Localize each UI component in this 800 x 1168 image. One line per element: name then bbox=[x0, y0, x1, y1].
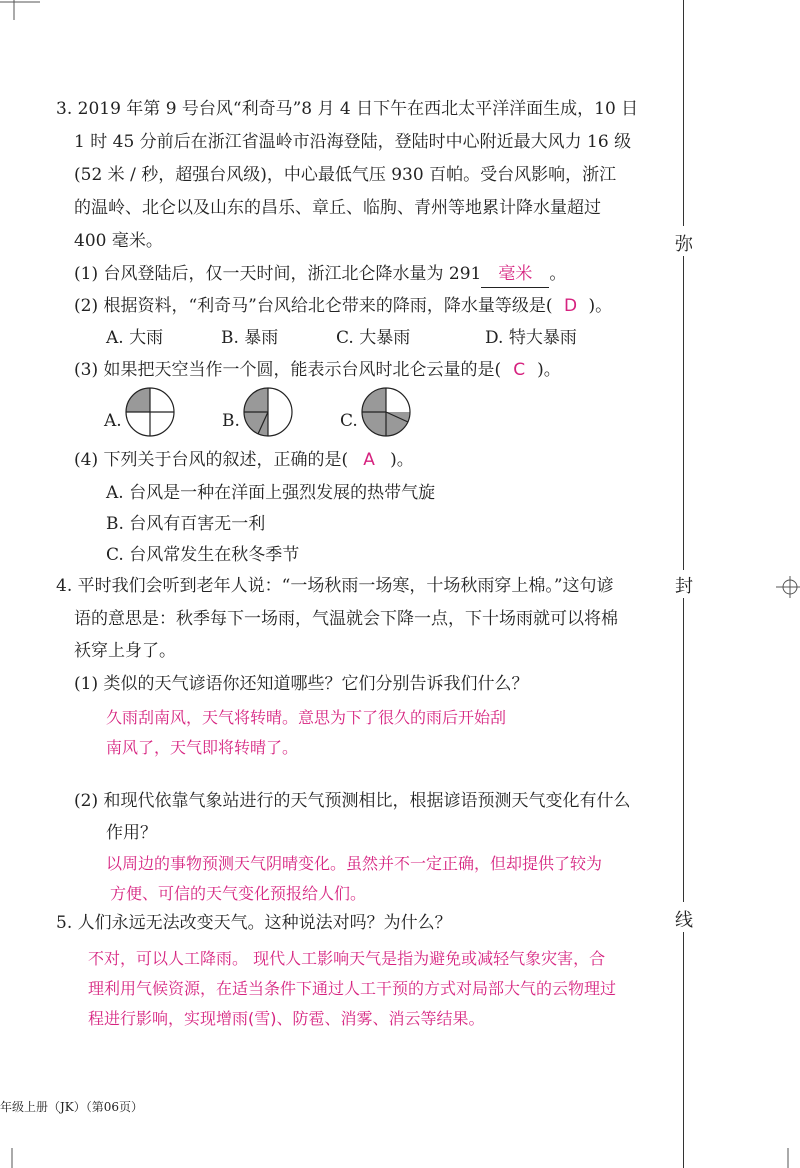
cloud-cover-circle-a bbox=[124, 386, 176, 438]
registration-mark-bottom-left bbox=[0, 1148, 30, 1168]
q4-sub2-line-1: (2) 和现代依靠气象站进行的天气预测相比，根据谚语预测天气变化有什么 bbox=[74, 791, 631, 811]
q3-sub3-end: )。 bbox=[537, 360, 561, 380]
q5-answer-line-3: 程进行影响，实现增雨(雪)、防雹、消雾、消云等结果。 bbox=[88, 1009, 485, 1028]
q3-sub4-text: (4) 下列关于台风的叙述，正确的是( bbox=[74, 450, 349, 470]
q3-line-5: 400 毫米。 bbox=[74, 231, 163, 251]
margin-char-xian: 线 bbox=[675, 910, 693, 931]
q3-sub2-answer[interactable]: D bbox=[563, 296, 578, 316]
cloud-cover-circle-c bbox=[360, 386, 412, 438]
q3-sub3-option-b-label: B. bbox=[222, 411, 240, 431]
q3-sub1-text: (1) 台风登陆后，仅一天时间，浙江北仑降水量为 291 bbox=[74, 264, 482, 284]
q3-sub3-answer[interactable]: C bbox=[513, 360, 526, 380]
page-footer: 年级上册（JK）（第06页） bbox=[0, 1100, 144, 1114]
registration-mark-top-left bbox=[0, 0, 40, 20]
q3-sub2-option-d: D. 特大暴雨 bbox=[485, 328, 577, 348]
q3-sub4-option-b: B. 台风有百害无一利 bbox=[106, 514, 266, 534]
margin-rule-middle-lower bbox=[683, 598, 684, 902]
q5-answer-line-2: 理利用气候资源，在适当条件下通过人工干预的方式对局部大气的云物理过 bbox=[88, 979, 617, 998]
q3-sub4-option-a: A. 台风是一种在洋面上强烈发展的热带气旋 bbox=[106, 483, 436, 503]
q3-sub4-answer[interactable]: A bbox=[363, 450, 375, 470]
margin-char-mi: 弥 bbox=[675, 234, 693, 255]
q5-answer-line-1: 不对，可以人工降雨。 现代人工影响天气是指为避免或减轻气象灾害，合 bbox=[88, 949, 606, 968]
q3-sub2-end: )。 bbox=[588, 296, 613, 316]
q3-line-3: (52 米 / 秒，超强台风级)，中心最低气压 930 百帕。受台风影响，浙江 bbox=[74, 165, 617, 185]
q3-sub2-option-a: A. 大雨 bbox=[106, 328, 164, 348]
q5-question: 5. 人们永远无法改变天气。这种说法对吗？为什么？ bbox=[56, 913, 452, 933]
registration-mark-right bbox=[770, 572, 800, 602]
q3-sub3-option-a-label: A. bbox=[104, 411, 122, 431]
margin-rule-top bbox=[683, 0, 684, 226]
q3-sub2 bbox=[74, 293, 612, 319]
q4-line-3: 袄穿上身了。 bbox=[74, 641, 176, 661]
q3-sub1-answer: 毫米 bbox=[498, 264, 533, 284]
q3-sub3-text: (3) 如果把天空当作一个圆，能表示台风时北仑云量的是( bbox=[74, 360, 502, 380]
q4-sub2-answer-line-1: 以周边的事物预测天气阴晴变化。虽然并不一定正确，但却提供了较为 bbox=[106, 854, 603, 873]
q3-sub4-end: )。 bbox=[390, 450, 414, 470]
q3-line-4: 的温岭、北仑以及山东的昌乐、章丘、临朐、青州等地累计降水量超过 bbox=[74, 198, 601, 218]
q4-sub1-answer-line-1: 久雨刮南风，天气将转晴。意思为下了很久的雨后开始刮 bbox=[106, 708, 507, 727]
q3-sub3-option-c-label: C. bbox=[340, 411, 358, 431]
q3-line-2: 1 时 45 分前后在浙江省温岭市沿海登陆，登陆时中心附近最大风力 16 级 bbox=[74, 132, 632, 152]
q3-sub2-text: (2) 根据资料，“利奇马”台风给北仑带来的降雨，降水量等级是( bbox=[74, 296, 553, 316]
q3-sub2-option-c: C. 大暴雨 bbox=[336, 328, 411, 348]
q3-sub3 bbox=[74, 357, 561, 383]
registration-mark-bottom-right bbox=[770, 1148, 800, 1168]
margin-char-feng: 封 bbox=[675, 576, 693, 597]
q3-sub2-option-b: B. 暴雨 bbox=[221, 328, 279, 348]
q4-sub1: (1) 类似的天气谚语你还知道哪些？它们分别告诉我们什么？ bbox=[74, 674, 529, 694]
cloud-cover-circle-b bbox=[242, 386, 294, 438]
q4-sub2-answer-line-2: 方便、可信的天气变化预报给人们。 bbox=[110, 884, 367, 903]
q4-sub2-line-2: 作用？ bbox=[106, 823, 157, 843]
q4-line-2: 语的意思是：秋季每下一场雨，气温就会下降一点，下十场雨就可以将棉 bbox=[74, 609, 618, 629]
q3-sub1-end: 。 bbox=[549, 264, 567, 284]
q3-sub4-option-c: C. 台风常发生在秋冬季节 bbox=[106, 545, 300, 565]
margin-rule-middle-upper bbox=[683, 256, 684, 570]
q3-sub4 bbox=[74, 447, 414, 473]
q4-line-1: 4. 平时我们会听到老年人说：“一场秋雨一场寒，十场秋雨穿上棉。”这句谚 bbox=[56, 576, 614, 596]
q3-sub1 bbox=[74, 261, 566, 288]
q3-line-1: 3. 2019 年第 9 号台风“利奇马”8 月 4 日下午在西北太平洋洋面生成，10 日 bbox=[56, 99, 639, 119]
margin-rule-bottom bbox=[683, 932, 684, 1168]
q4-sub1-answer-line-2: 南风了，天气即将转晴了。 bbox=[106, 738, 299, 757]
q3-sub1-blank[interactable] bbox=[481, 261, 549, 288]
